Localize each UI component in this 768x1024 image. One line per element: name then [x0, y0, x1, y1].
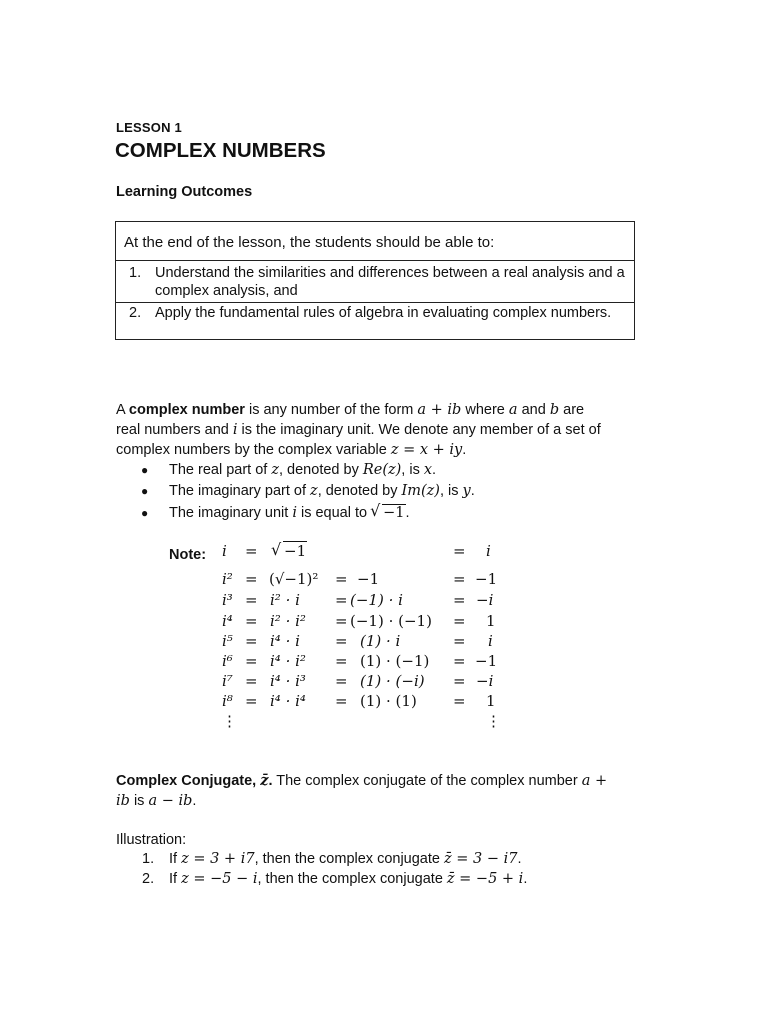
outcome-row: 2. Apply the fundamental rules of algebra in evaluating complex numbers. [116, 302, 634, 303]
definition-line-1: A complex number is any number of the form a + ib where a and b are [116, 402, 585, 418]
conjugate-definition-line-1: Complex Conjugate, z̄. The complex conjugate of the complex number a + [116, 772, 608, 789]
outcome-row: 1. Understand the similarities and differences between a real analysis and a complex analysis, and [116, 260, 634, 261]
conjugate-definition-line-2: ib is a − ib. [116, 793, 197, 809]
list-item: The imaginary unit i is equal to √ −1. [169, 503, 410, 523]
bullet-list: ● The real part of z, denoted by Re(z), is x. ● The imaginary part of z, denoted by Im(z), is y. ● The imaginary unit i is equal to √ −1. [0, 460, 768, 524]
page-title: COMPLEX NUMBERS [115, 139, 326, 162]
list-item: The imaginary part of z, denoted by Im(z), is y. [169, 483, 475, 499]
definition-line-3: complex numbers by the complex variable z = x + iy. [116, 442, 467, 458]
list-item: The real part of z, denoted by Re(z), is x. [169, 462, 437, 478]
learning-outcomes-heading: Learning Outcomes [116, 184, 253, 200]
list-item: If z = 3 + i7, then the complex conjugate z̄ = 3 − i7. [169, 851, 522, 867]
definition-line-2: real numbers and i is the imaginary unit. We denote any member of a set of [116, 422, 601, 438]
outcomes-intro: At the end of the lesson, the students should be able to: [124, 234, 495, 251]
illustration-heading: Illustration: [116, 832, 187, 848]
note-label: Note: [169, 547, 207, 563]
illustration-list: 1. If z = 3 + i7, then the complex conjugate z̄ = 3 − i7. 2. If z = −5 − i, then the complex conjugate z̄ = −5 + i. [142, 851, 528, 887]
term-complex-number: complex number [128, 402, 245, 418]
list-item: If z = −5 − i, then the complex conjugate z̄ = −5 + i. [169, 871, 528, 887]
learning-outcomes-table [115, 221, 635, 340]
lesson-label: LESSON 1 [116, 120, 182, 135]
